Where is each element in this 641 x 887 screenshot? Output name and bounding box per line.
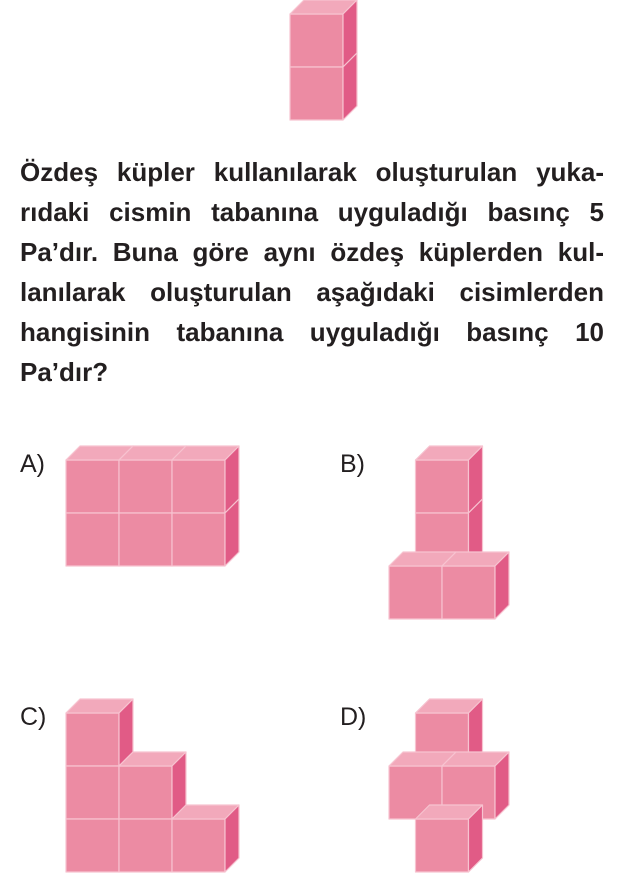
cube-front-face — [66, 766, 119, 819]
option-c-shape — [66, 699, 239, 872]
pink-cube-icon — [416, 446, 483, 513]
cube-front-face — [416, 819, 469, 872]
pink-cube-icon — [290, 0, 357, 67]
cube-front-face — [172, 460, 225, 513]
pink-cube-icon — [119, 752, 186, 819]
question-line: Özdeş küpler kullanılarak oluşturulan yuka- — [20, 157, 604, 187]
cube-front-face — [66, 513, 119, 566]
reference-shape-2-cube-tower — [290, 0, 357, 120]
option-a-shape — [66, 446, 239, 566]
pink-cube-icon — [66, 766, 119, 819]
pink-cube-icon — [172, 446, 239, 513]
question-line: rıdaki cismin tabanına uyguladığı basınç 5 — [20, 197, 604, 227]
cube-front-face — [119, 460, 172, 513]
pink-cube-icon — [442, 552, 509, 619]
cube-front-face — [290, 67, 343, 120]
pink-cube-icon — [119, 513, 172, 566]
cube-front-face — [66, 713, 119, 766]
cube-front-face — [172, 819, 225, 872]
cube-front-face — [416, 460, 469, 513]
cube-front-face — [290, 14, 343, 67]
question-line: hangisinin tabanına uyguladığı basınç 10 — [20, 317, 604, 347]
pink-cube-icon — [66, 819, 119, 872]
cube-front-face — [172, 513, 225, 566]
pink-cube-icon — [119, 819, 172, 872]
option-b-label[interactable]: B) — [340, 450, 365, 478]
cube-front-face — [119, 513, 172, 566]
cube-front-face — [119, 819, 172, 872]
option-a-label[interactable]: A) — [20, 450, 45, 478]
question-line: Pa’dır? — [20, 357, 109, 387]
cube-front-face — [119, 766, 172, 819]
cube-front-face — [442, 566, 495, 619]
cube-front-face — [389, 566, 442, 619]
pink-cube-icon — [66, 699, 133, 766]
question-line: lanılarak oluşturulan aşağıdaki cisimlerden — [20, 277, 604, 307]
option-c-label[interactable]: C) — [20, 703, 47, 731]
option-d-shape — [389, 699, 509, 872]
option-d-label[interactable]: D) — [340, 703, 367, 731]
cube-front-face — [66, 460, 119, 513]
question-line: Pa’dır. Buna göre aynı özdeş küplerden kul- — [20, 237, 604, 267]
pink-cube-icon — [66, 513, 119, 566]
pink-cube-icon — [416, 805, 483, 872]
question-text — [20, 152, 604, 392]
cube-front-face — [66, 819, 119, 872]
pink-cube-icon — [172, 805, 239, 872]
option-b-shape — [389, 446, 509, 619]
